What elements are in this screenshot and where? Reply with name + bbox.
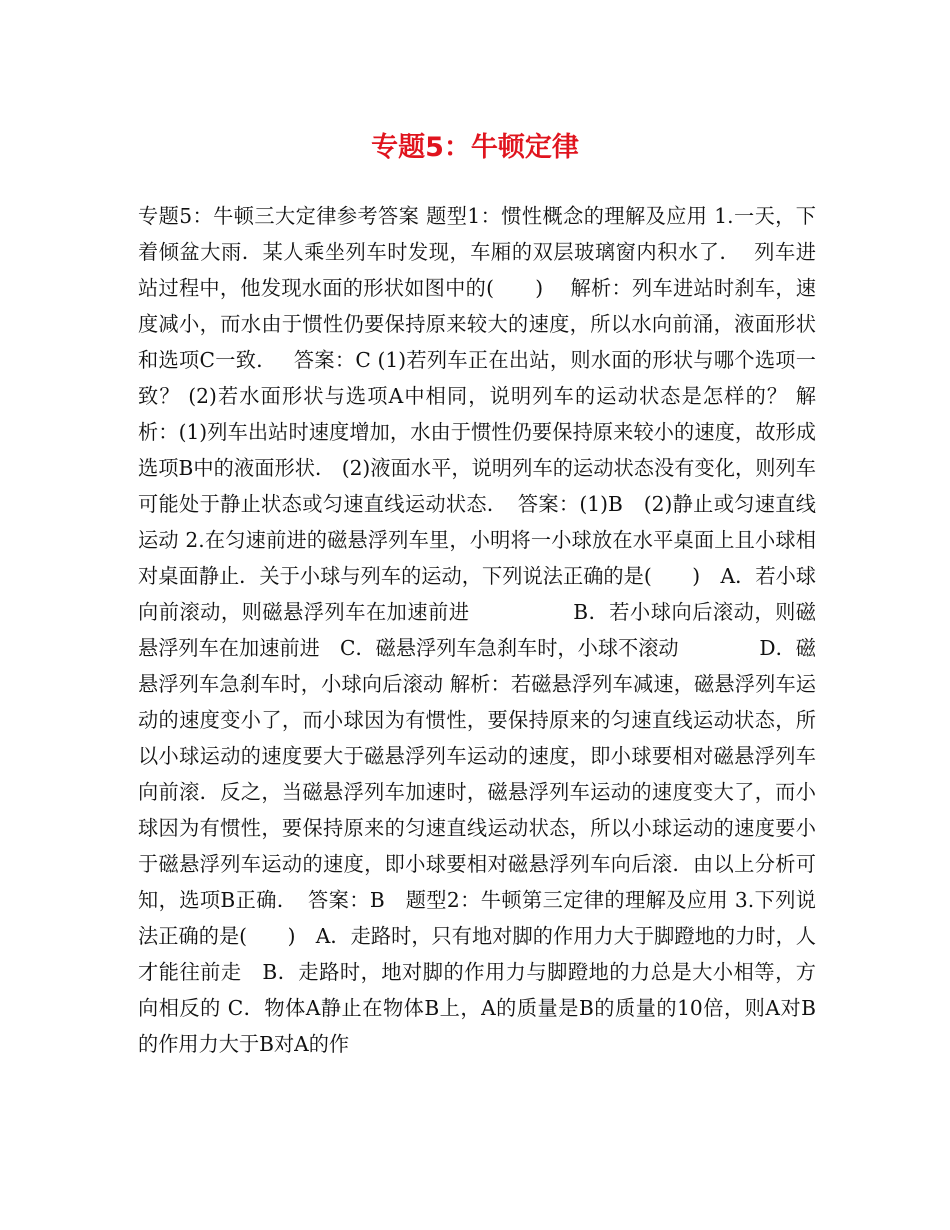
document-title: 专题5：牛顿定律 (371, 132, 579, 163)
document-body: 专题5：牛顿三大定律参考答案 题型1：惯性概念的理解及应用 1.一天，下着倾盆大雨．某人乘坐列车时发现，车厢的双层玻璃窗内积水了． 列车进站过程中，他发现水面的形状如图中的( ) 解析：列车进站时刹车，速度减小，而水由于惯性仍要保持原来较大的速度，所以水向前涌，液面形状和选项C一致． 答案：C (1)若列车正在出站，则水面的形状与哪个选项一致？ (2)若水面形状与选项A中相同，说明列车的运动状态是怎样的？ 解析：(1)列车出站时速度增加，水由于惯性仍要保持原来较小的速度，故形成选项B中的液面形状． (2)液面水平，说明列车的运动状态没有变化，则列车可能处于静止状态或匀速直线运动状态． 答案：(1)B (2)静止或匀速直线运动 2.在匀速前进的磁悬浮列车里，小明将一小球放在水平桌面上且小球相对桌面静止．关于小球与列车的运动，下列说法正确的是( ) A．若小球向前滚动，则磁悬浮列车在加速前进 B．若小球向后滚动，则磁悬浮列车在加速前进 C．磁悬浮列车急刹车时，小球不滚动 D．磁悬浮列车急刹车时，小球向后滚动 解析：若磁悬浮列车减速，磁悬浮列车运动的速度变小了，而小球因为有惯性，要保持原来的匀速直线运动状态，所以小球运动的速度要大于磁悬浮列车运动的速度，即小球要相对磁悬浮列车向前滚．反之，当磁悬浮列车加速时，磁悬浮列车运动的速度变大了，而小球因为有惯性，要保持原来的匀速直线运动状态，所以小球运动的速度要小于磁悬浮列车运动的速度，即小球要相对磁悬浮列车向后滚．由以上分析可知，选项B正确． 答案：B 题型2：牛顿第三定律的理解及应用 3.下列说法正确的是( ) A．走路时，只有地对脚的作用力大于脚蹬地的力时，人才能往前走 B．走路时，地对脚的作用力与脚蹬地的力总是大小相等，方向相反的 C．物体A静止在物体B上，A的质量是B的质量的10倍，则A对B的作用力大于B对A的作 (138, 204, 816, 1056)
